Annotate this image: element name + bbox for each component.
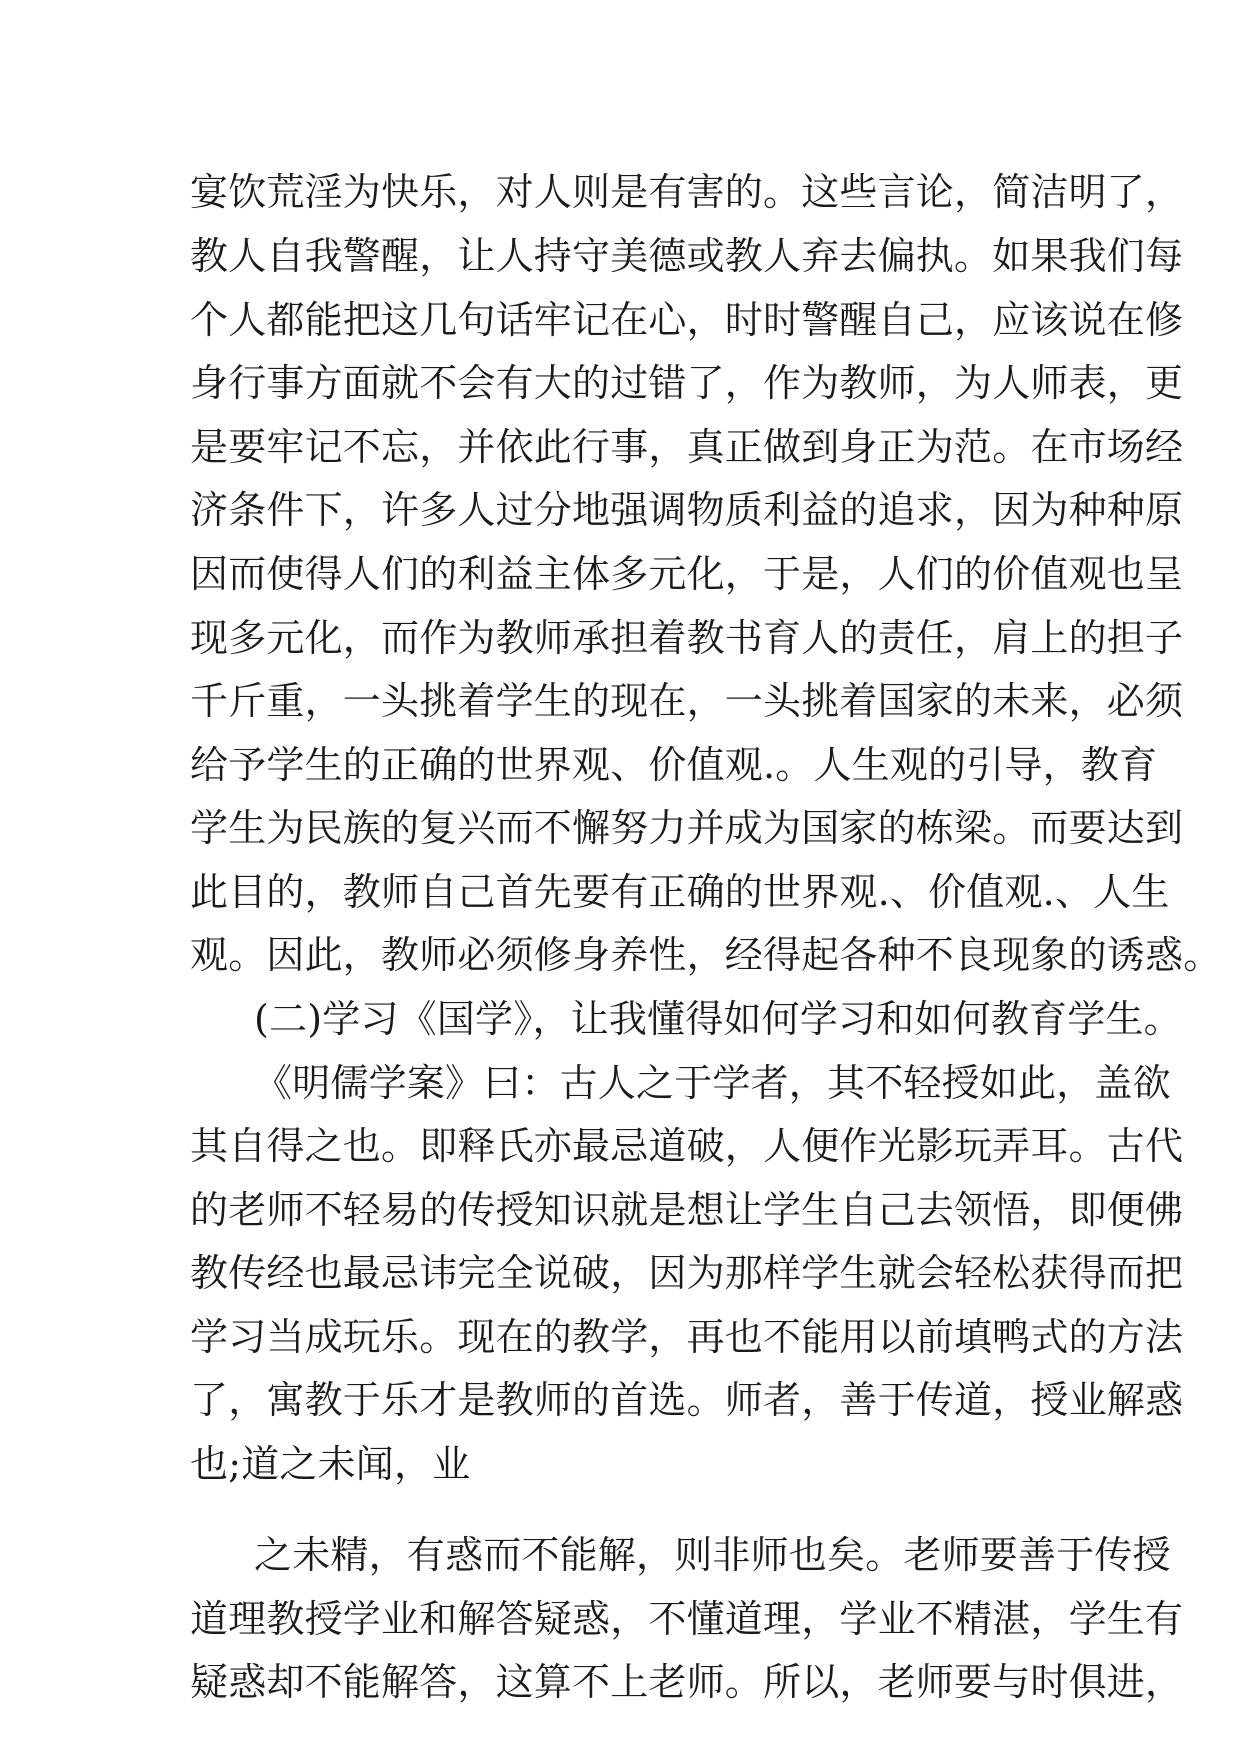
text-line: 济条件下，许多人过分地强调物质利益的追求，因为种种原 xyxy=(190,488,1184,532)
text-line: 是要牢记不忘，并依此行事，真正做到身正为范。在市场经 xyxy=(190,425,1184,469)
text-line: 也;道之未闻，业 xyxy=(190,1442,471,1486)
text-line: 此目的，教师自己首先要有正确的世界观.、价值观.、人生 xyxy=(190,870,1170,914)
text-line: 《明儒学案》曰：古人之于学者，其不轻授如此，盖欲 xyxy=(254,1061,1171,1105)
text-line: 道理教授学业和解答疑惑，不懂道理，学业不精湛，学生有 xyxy=(190,1597,1184,1641)
text-line: 之未精，有惑而不能解，则非师也矣。老师要善于传授 xyxy=(254,1533,1171,1577)
text-line: 给予学生的正确的世界观、价值观.。人生观的引导，教育 xyxy=(190,743,1158,787)
text-line: 学习当成玩乐。现在的教学，再也不能用以前填鸭式的方法 xyxy=(190,1315,1184,1359)
section-heading: (二)学习《国学》，让我懂得如何学习和如何教育学生。 xyxy=(254,997,1182,1041)
text-line: 的老师不轻易的传授知识就是想让学生自己去领悟，即便佛 xyxy=(190,1188,1184,1232)
text-line: 教传经也最忌讳完全说破，因为那样学生就会轻松获得而把 xyxy=(190,1251,1184,1295)
text-line: 宴饮荒淫为快乐，对人则是有害的。这些言论，简洁明了， xyxy=(190,170,1184,214)
text-line: 观。因此，教师必须修身养性，经得起各种不良现象的诱惑。 xyxy=(190,933,1222,977)
text-line: 身行事方面就不会有大的过错了，作为教师，为人师表，更 xyxy=(190,361,1184,405)
text-line: 了，寓教于乐才是教师的首选。师者，善于传道，授业解惑 xyxy=(190,1378,1184,1422)
text-line: 因而使得人们的利益主体多元化，于是，人们的价值观也呈 xyxy=(190,552,1184,596)
text-line: 学生为民族的复兴而不懈努力并成为国家的栋梁。而要达到 xyxy=(190,806,1184,850)
text-line: 千斤重，一头挑着学生的现在，一头挑着国家的未来，必须 xyxy=(190,679,1184,723)
text-line: 疑惑却不能解答，这算不上老师。所以，老师要与时俱进， xyxy=(190,1660,1184,1704)
text-line: 个人都能把这几句话牢记在心，时时警醒自己，应该说在修 xyxy=(190,298,1184,342)
text-line: 教人自我警醒，让人持守美德或教人弃去偏执。如果我们每 xyxy=(190,234,1184,278)
text-line: 其自得之也。即释氏亦最忌道破，人便作光影玩弄耳。古代 xyxy=(190,1124,1184,1168)
text-line: 现多元化，而作为教师承担着教书育人的责任，肩上的担子 xyxy=(190,616,1184,660)
